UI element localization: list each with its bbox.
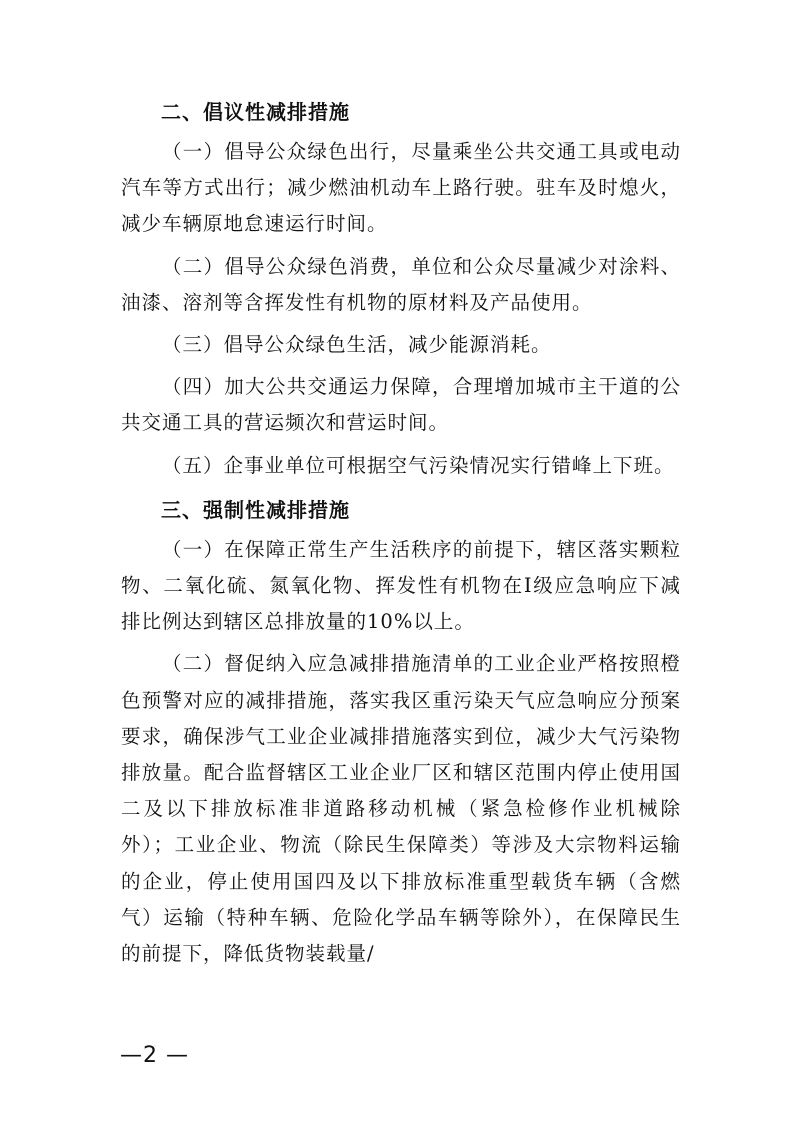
section-heading-mandatory: 三、强制性减排措施 bbox=[161, 497, 350, 522]
paragraph-advisory-5: （五）企事业单位可根据空气污染情况实行错峰上下班。 bbox=[161, 453, 675, 477]
paragraph-advisory-3: （三）倡导公众绿色生活，减少能源消耗。 bbox=[161, 333, 552, 357]
paragraph-advisory-2: （二）倡导公众绿色消费，单位和公众尽量减少对涂料、油漆、溶剂等含挥发性有机物的原材料及产品使用。 bbox=[121, 254, 681, 314]
section-heading-advisory: 二、倡议性减排措施 bbox=[161, 100, 350, 124]
page-number: —2 — bbox=[120, 1043, 189, 1068]
paragraph-advisory-1: （一）倡导公众绿色出行，尽量乘坐公共交通工具或电动汽车等方式出行；减少燃油机动车上路行驶。驻车及时熄火，减少车辆原地怠速运行时间。 bbox=[121, 140, 681, 236]
document-body bbox=[121, 96, 681, 972]
paragraph-advisory-4: （四）加大公共交通运力保障，合理增加城市主干道的公共交通工具的营运频次和营运时间。 bbox=[121, 375, 681, 435]
paragraph-mandatory-2: （二）督促纳入应急减排措施清单的工业企业严格按照橙色预警对应的减排措施，落实我区重污染天气应急响应分预案要求，确保涉气工业企业减排措施落实到位，减少大气污染物排放量。配合监督辖区工业企业厂区和辖区范围内停止使用国二及以下排放标准非道路移动机械（紧急检修作业机械除外）；工业企业、物流（除民生保障类）等涉及大宗物料运输的企业，停止使用国四及以下排放标准重型载货车辆（含燃气）运输（特种车辆、危险化学品车辆等除外），在保障民生的前提下，降低货物装载量/ bbox=[121, 652, 681, 966]
paragraph-mandatory-1: （一）在保障正常生产生活秩序的前提下，辖区落实颗粒物、二氧化硫、氮氧化物、挥发性有机物在Ⅰ级应急响应下减排比例达到辖区总排放量的10%以上。 bbox=[121, 537, 681, 634]
